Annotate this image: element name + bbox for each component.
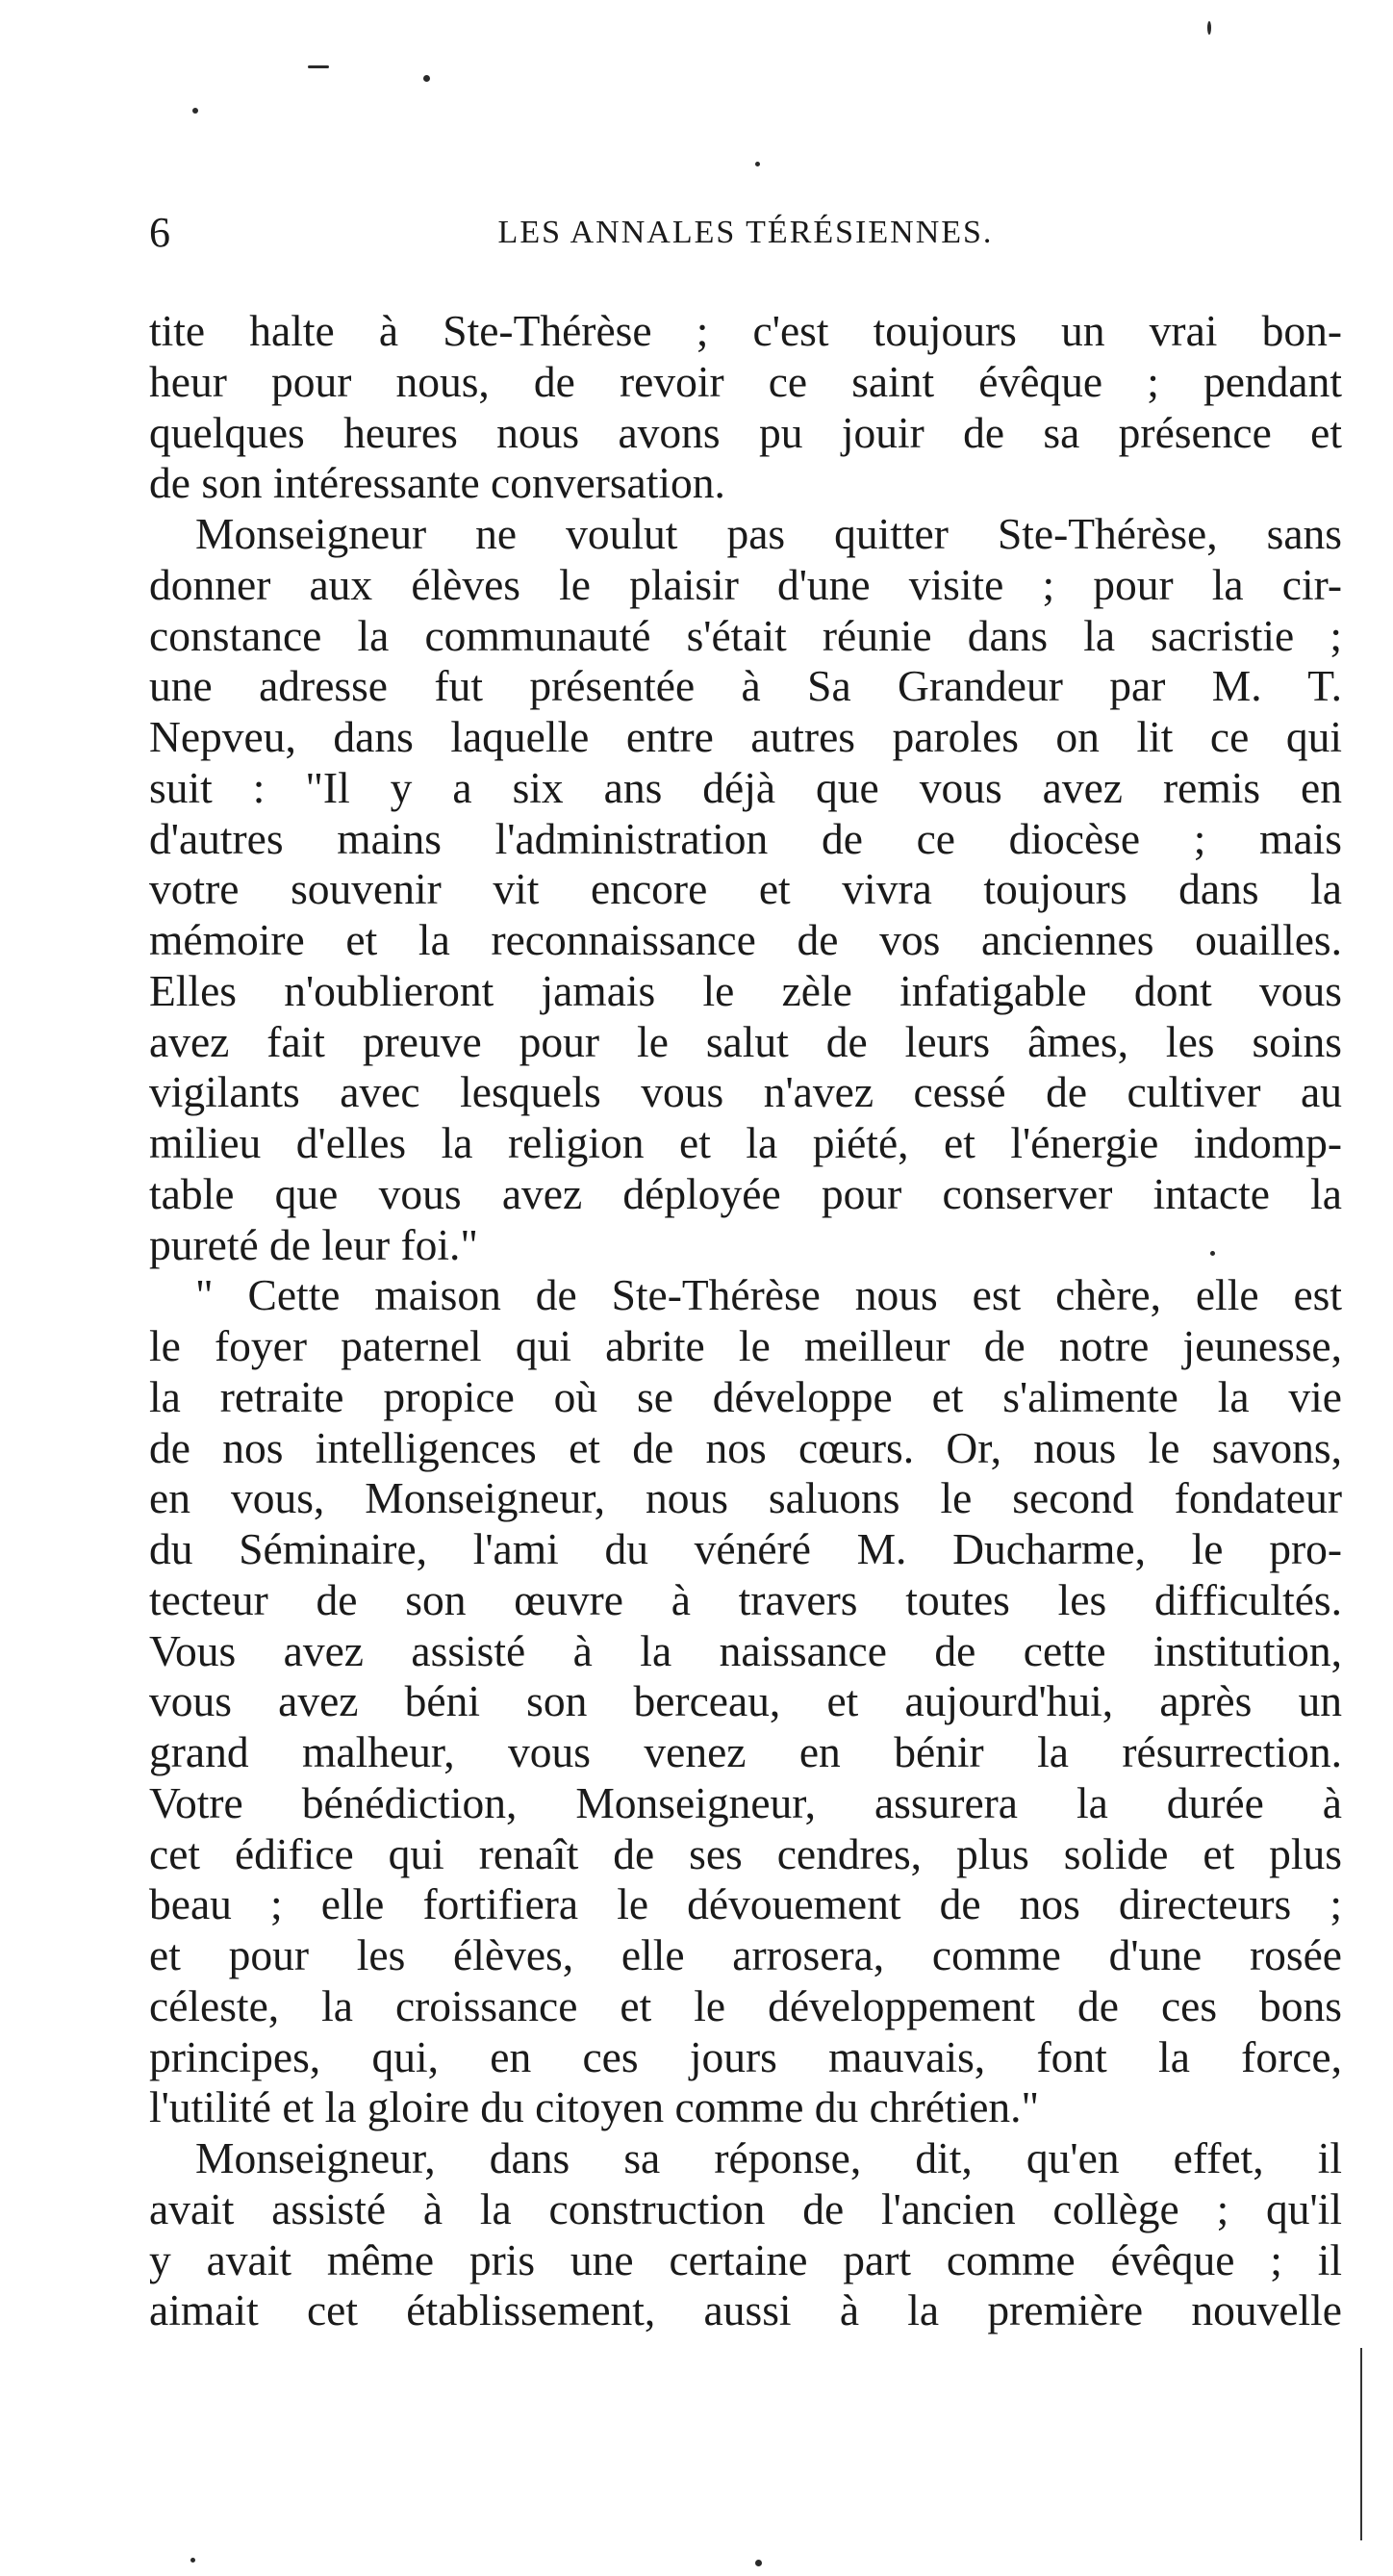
page-edge-rule [1360, 2348, 1362, 2540]
text-line: la retraite propice où se développe et s'alimente la vie [149, 1371, 1342, 1421]
text-line: principes, qui, en ces jours mauvais, font la force, [149, 2031, 1342, 2081]
running-title: LES ANNALES TÉRÉSIENNES. [497, 215, 994, 250]
text-line: avez fait preuve pour le salut de leurs âmes, les soins [149, 1016, 1342, 1066]
text-line: donner aux élèves le plaisir d'une visite ; pour la cir- [149, 559, 1342, 609]
scan-speck [308, 65, 329, 68]
body-text [149, 306, 1342, 2336]
text-line: suit : "Il y a six ans déjà que vous avez remis en [149, 762, 1342, 812]
text-line: l'utilité et la gloire du citoyen comme du chrétien." [149, 2082, 1040, 2132]
scan-speck [755, 2560, 762, 2566]
text-line: constance la communauté s'était réunie dans la sacristie ; [149, 610, 1342, 660]
text-line: et pour les élèves, elle arrosera, comme d'une rosée [149, 1930, 1342, 1979]
text-line: heur pour nous, de revoir ce saint évêque ; pendant [149, 356, 1342, 406]
scan-speck [755, 162, 760, 166]
text-line: le foyer paternel qui abrite le meilleur de notre jeunesse, [149, 1321, 1342, 1370]
text-line: en vous, Monseigneur, nous saluons le second fondateur [149, 1473, 1342, 1523]
scan-speck [423, 75, 430, 82]
text-line: vous avez béni son berceau, et aujourd'hui, après un [149, 1676, 1342, 1726]
text-line: milieu d'elles la religion et la piété, et l'énergie indomp- [149, 1118, 1342, 1167]
page-number: 6 [149, 209, 170, 256]
text-line: beau ; elle fortifiera le dévouement de nos directeurs ; [149, 1879, 1342, 1929]
text-line: y avait même pris une certaine part comme évêque ; il [149, 2234, 1342, 2284]
text-line: quelques heures nous avons pu jouir de sa présence et [149, 407, 1342, 457]
text-line: votre souvenir vit encore et vivra toujours dans la [149, 864, 1342, 914]
text-line: une adresse fut présentée à Sa Grandeur par M. T. [149, 661, 1342, 711]
running-head [149, 204, 1342, 262]
text-line: grand malheur, vous venez en bénir la résurrection. [149, 1727, 1342, 1776]
text-line: tecteur de son œuvre à travers toutes les difficultés. [149, 1574, 1342, 1624]
scan-speck [1207, 21, 1211, 35]
scan-speck [192, 108, 198, 114]
scan-speck [190, 2558, 195, 2563]
text-line: mémoire et la reconnaissance de vos anciennes ouailles. [149, 915, 1342, 964]
text-line: tite halte à Ste-Thérèse ; c'est toujours un vrai bon- [149, 306, 1342, 355]
text-line: Monseigneur, dans sa réponse, dit, qu'en effet, il [195, 2133, 1342, 2182]
text-line: aimait cet établissement, aussi à la première nouvelle [149, 2285, 1342, 2335]
text-line: de son intéressante conversation. [149, 458, 725, 508]
text-line: " Cette maison de Ste-Thérèse nous est chère, elle est [195, 1270, 1342, 1320]
text-line: du Séminaire, l'ami du vénéré M. Ducharme, le pro- [149, 1524, 1342, 1573]
text-line: d'autres mains l'administration de ce diocèse ; mais [149, 813, 1342, 863]
text-line: cet édifice qui renaît de ses cendres, plus solide et plus [149, 1828, 1342, 1878]
text-line: vigilants avec lesquels vous n'avez cessé de cultiver au [149, 1067, 1342, 1117]
text-line: de nos intelligences et de nos cœurs. Or, nous le savons, [149, 1422, 1342, 1472]
scan-speck [1210, 1251, 1215, 1256]
text-line: Elles n'oublieront jamais le zèle infatigable dont vous [149, 965, 1342, 1015]
text-line: table que vous avez déployée pour conserver intacte la [149, 1168, 1342, 1218]
text-line: Vous avez assisté à la naissance de cette institution, [149, 1625, 1342, 1675]
text-line: céleste, la croissance et le développement de ces bons [149, 1980, 1342, 2030]
text-line: Nepveu, dans laquelle entre autres paroles on lit ce qui [149, 712, 1342, 761]
text-line: pureté de leur foi." [149, 1219, 478, 1269]
text-line: Monseigneur ne voulut pas quitter Ste-Thérèse, sans [195, 509, 1342, 558]
text-line: avait assisté à la construction de l'ancien collège ; qu'il [149, 2183, 1342, 2233]
text-line: Votre bénédiction, Monseigneur, assurera la durée à [149, 1777, 1342, 1827]
